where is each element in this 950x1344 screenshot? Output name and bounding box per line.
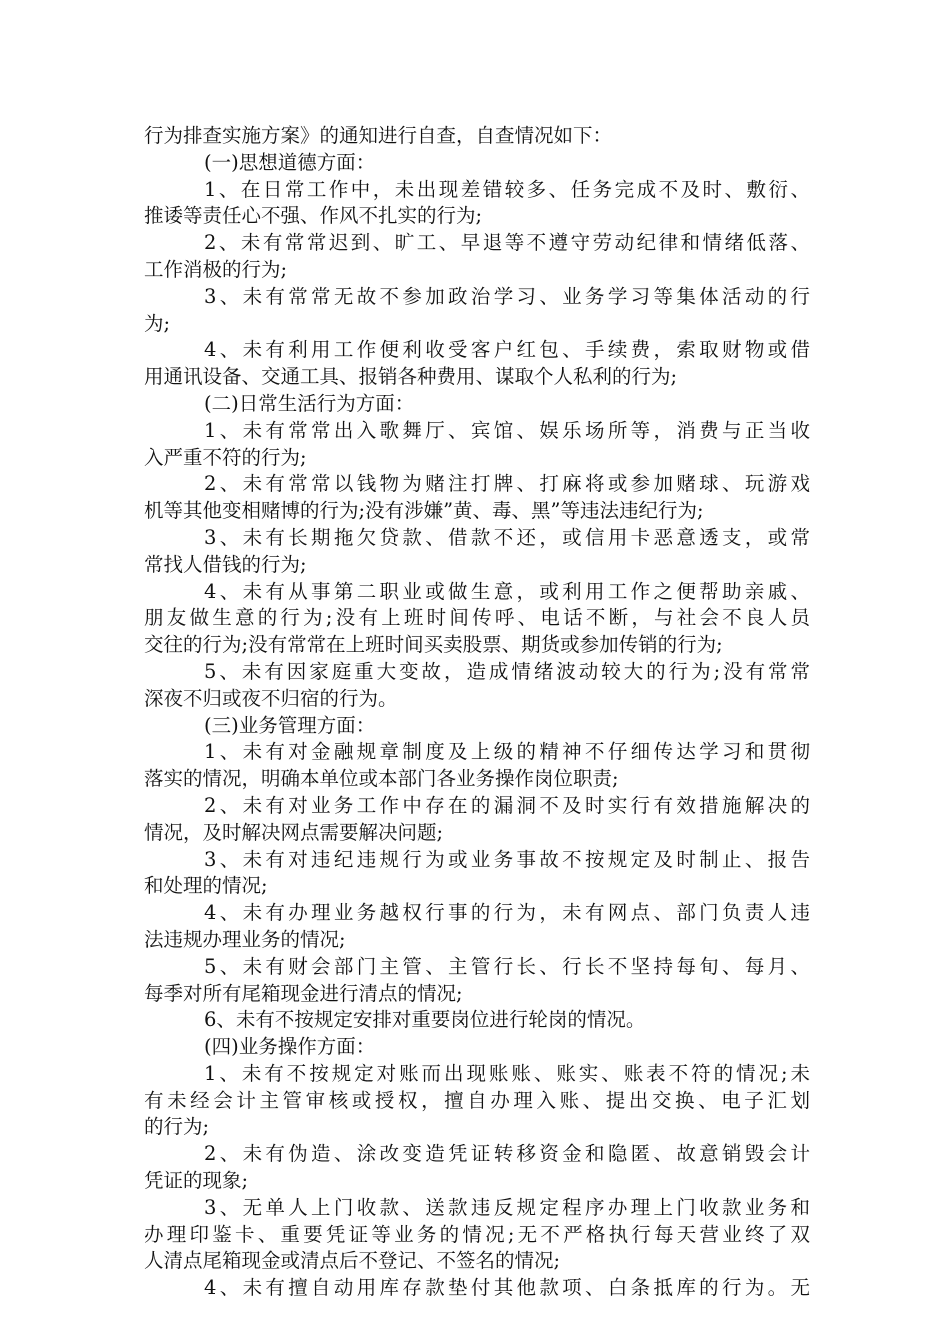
text-line: 1、在日常工作中，未出现差错较多、任务完成不及时、敷衍、 (204, 177, 810, 201)
text-line: 落实的情况，明确本单位或本部门各业务操作岗位职责; (144, 767, 619, 791)
text-line: 2、未有常常以钱物为赌注打牌、打麻将或参加赌球、玩游戏 (204, 472, 810, 496)
text-line: 4、未有擅自动用库存款垫付其他款项、白条抵库的行为。无 (204, 1276, 810, 1300)
text-line: (二)日常生活行为方面： (204, 391, 415, 415)
text-line: 凭证的现象; (144, 1169, 249, 1193)
text-line: (三)业务管理方面： (204, 713, 376, 737)
text-line: 用通讯设备、交通工具、报销各种费用、谋取个人私利的行为; (144, 365, 678, 389)
text-line: 交往的行为;没有常常在上班时间买卖股票、期货或参加传销的行为; (144, 633, 723, 657)
text-line: 4、未有利用工作便利收受客户红包、手续费，索取财物或借 (204, 338, 810, 362)
text-line: 1、未有对金融规章制度及上级的精神不仔细传达学习和贯彻 (204, 740, 810, 764)
text-line: 推诿等责任心不强、作风不扎实的行为; (144, 204, 483, 228)
text-line: (一)思想道德方面： (204, 150, 376, 174)
text-line: 3、无单人上门收款、送款违反规定程序办理上门收款业务和 (204, 1195, 810, 1219)
text-line: 常找人借钱的行为; (144, 552, 307, 576)
text-line: 4、未有从事第二职业或做生意，或利用工作之便帮助亲戚、 (204, 579, 810, 603)
text-line: (四)业务操作方面： (204, 1035, 376, 1059)
text-line: 1、未有常常出入歌舞厅、宾馆、娱乐场所等，消费与正当收 (204, 418, 810, 442)
text-line: 工作消极的行为; (144, 257, 288, 281)
text-line: 6、未有不按规定安排对重要岗位进行轮岗的情况。 (204, 1008, 646, 1032)
text-line: 法违规办理业务的情况; (144, 927, 346, 951)
text-line: 4、未有办理业务越权行事的行为，未有网点、部门负责人违 (204, 901, 810, 925)
text-line: 朋友做生意的行为;没有上班时间传呼、电话不断，与社会不良人员 (144, 606, 810, 630)
text-line: 2、未有对业务工作中存在的漏洞不及时实行有效措施解决的 (204, 793, 810, 817)
text-line: 1、未有不按规定对账而出现账账、账实、账表不符的情况;未 (204, 1061, 810, 1085)
text-line: 办理印鉴卡、重要凭证等业务的情况;无不严格执行每天营业终了双 (144, 1222, 810, 1246)
text-line: 入严重不符的行为; (144, 445, 307, 469)
text-line: 3、未有长期拖欠贷款、借款不还，或信用卡恶意透支，或常 (204, 525, 810, 549)
text-line: 的行为; (144, 1115, 210, 1139)
text-line: 3、未有对违纪违规行为或业务事故不按规定及时制止、报告 (204, 847, 810, 871)
text-line: 人清点尾箱现金或清点后不登记、不签名的情况; (144, 1249, 561, 1273)
document-body (144, 123, 810, 1302)
text-line: 5、未有财会部门主管、主管行长、行长不坚持每旬、每月、 (204, 954, 810, 978)
text-line: 机等其他变相赌博的行为;没有涉嫌”黄、毒、黑”等违法违纪行为; (144, 499, 704, 523)
text-line: 2、未有伪造、涂改变造凭证转移资金和隐匿、故意销毁会计 (204, 1142, 810, 1166)
text-line: 行为排查实施方案》的通知进行自查，自查情况如下： (144, 124, 613, 147)
text-line: 深夜不归或夜不归宿的行为。 (144, 686, 398, 710)
text-line: 为; (144, 311, 171, 335)
text-line: 2、未有常常迟到、旷工、早退等不遵守劳动纪律和情绪低落、 (204, 231, 810, 255)
text-line: 和处理的情况; (144, 874, 268, 898)
text-line: 3、未有常常无故不参加政治学习、业务学习等集体活动的行 (204, 284, 810, 308)
text-line: 情况，及时解决网点需要解决问题; (144, 820, 444, 844)
text-line: 5、未有因家庭重大变故，造成情绪波动较大的行为;没有常常 (204, 659, 810, 683)
text-line: 每季对所有尾箱现金进行清点的情况; (144, 981, 463, 1005)
text-line: 有未经会计主管审核或授权，擅自办理入账、提出交换、电子汇划 (144, 1088, 810, 1112)
